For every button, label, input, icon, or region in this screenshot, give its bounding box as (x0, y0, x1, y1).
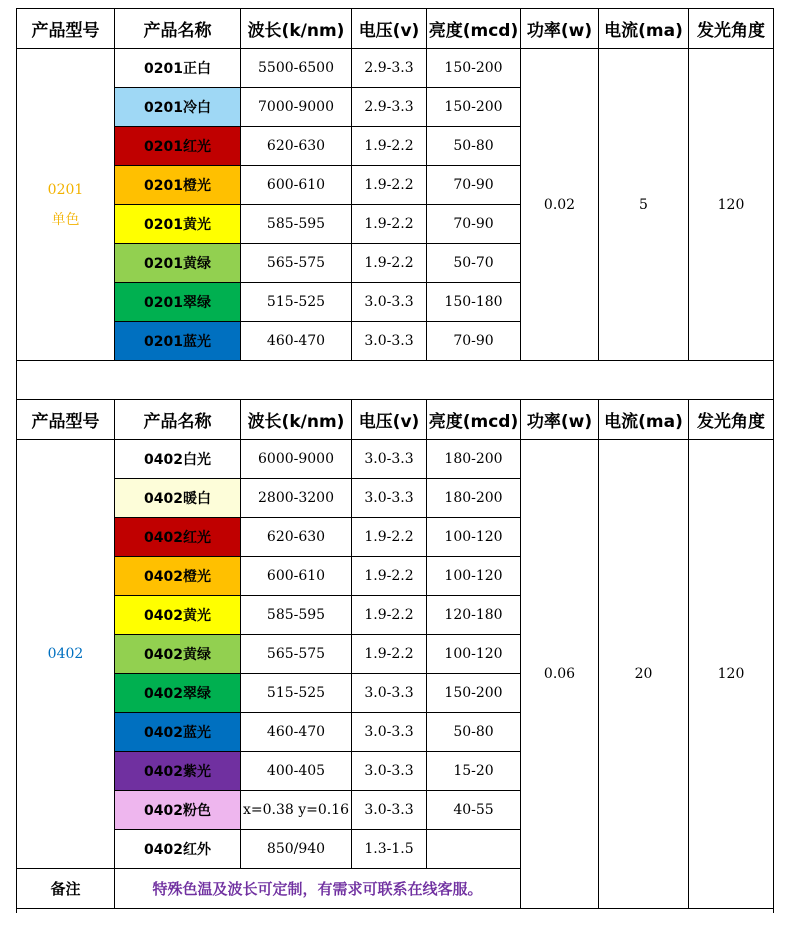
product-name: 0402白光 (115, 440, 241, 479)
voltage-cell: 1.9-2.2 (352, 635, 427, 674)
product-name: 0201橙光 (115, 166, 241, 205)
angle-cell: 120 (689, 440, 774, 909)
voltage-cell: 2.9-3.3 (352, 88, 427, 127)
wavelength-cell: 600-610 (241, 166, 352, 205)
brightness-cell: 15-20 (427, 752, 521, 791)
product-name: 0402黄绿 (115, 635, 241, 674)
voltage-cell: 2.9-3.3 (352, 49, 427, 88)
brightness-cell: 150-200 (427, 88, 521, 127)
wavelength-cell: 515-525 (241, 674, 352, 713)
angle-cell: 120 (689, 49, 774, 361)
led-spec-table (16, 8, 774, 913)
brightness-cell (427, 830, 521, 869)
brightness-cell: 100-120 (427, 557, 521, 596)
brightness-cell: 150-200 (427, 674, 521, 713)
product-name: 0402红外 (115, 830, 241, 869)
product-name: 0402暖白 (115, 479, 241, 518)
tail-cell (17, 909, 774, 914)
voltage-cell: 1.9-2.2 (352, 127, 427, 166)
product-name: 0201蓝光 (115, 322, 241, 361)
voltage-cell: 1.9-2.2 (352, 244, 427, 283)
header-row (17, 400, 774, 440)
voltage-cell: 3.0-3.3 (352, 322, 427, 361)
wavelength-cell: 460-470 (241, 322, 352, 361)
brightness-cell: 70-90 (427, 205, 521, 244)
product-name: 0402黄光 (115, 596, 241, 635)
gap-cell (17, 361, 774, 400)
wavelength-cell: 460-470 (241, 713, 352, 752)
table-body (17, 9, 774, 914)
brightness-cell: 70-90 (427, 166, 521, 205)
voltage-cell: 1.9-2.2 (352, 557, 427, 596)
product-name: 0402翠绿 (115, 674, 241, 713)
voltage-cell: 1.9-2.2 (352, 205, 427, 244)
power-cell: 0.06 (521, 440, 599, 909)
wavelength-cell: 620-630 (241, 518, 352, 557)
header-row (17, 9, 774, 49)
header-model: 产品型号 (17, 400, 115, 440)
brightness-cell: 180-200 (427, 479, 521, 518)
brightness-cell: 100-120 (427, 635, 521, 674)
voltage-cell: 3.0-3.3 (352, 479, 427, 518)
brightness-cell: 180-200 (427, 440, 521, 479)
brightness-cell: 50-80 (427, 127, 521, 166)
brightness-cell: 150-200 (427, 49, 521, 88)
current-cell: 5 (599, 49, 689, 361)
brightness-cell: 50-70 (427, 244, 521, 283)
product-name: 0201黄绿 (115, 244, 241, 283)
wavelength-cell: 620-630 (241, 127, 352, 166)
product-name: 0402蓝光 (115, 713, 241, 752)
header-angle: 发光角度 (689, 400, 774, 440)
voltage-cell: 3.0-3.3 (352, 791, 427, 830)
brightness-cell: 150-180 (427, 283, 521, 322)
wavelength-cell: 585-595 (241, 596, 352, 635)
voltage-cell: 3.0-3.3 (352, 440, 427, 479)
voltage-cell: 1.9-2.2 (352, 166, 427, 205)
wavelength-cell: 585-595 (241, 205, 352, 244)
current-cell: 20 (599, 440, 689, 909)
model-cell (17, 49, 115, 361)
model-type: 单色 (51, 211, 80, 228)
product-name: 0201红光 (115, 127, 241, 166)
header-name: 产品名称 (115, 9, 241, 49)
wavelength-cell: 565-575 (241, 244, 352, 283)
model-code: 0201 (47, 181, 84, 198)
brightness-cell: 120-180 (427, 596, 521, 635)
product-name: 0402粉色 (115, 791, 241, 830)
product-name: 0201黄光 (115, 205, 241, 244)
product-row (17, 49, 774, 88)
note-text: 特殊色温及波长可定制，有需求可联系在线客服。 (115, 869, 521, 909)
product-name: 0201翠绿 (115, 283, 241, 322)
wavelength-cell: 565-575 (241, 635, 352, 674)
header-brightness: 亮度(mcd) (427, 9, 521, 49)
voltage-cell: 3.0-3.3 (352, 713, 427, 752)
header-wavelength: 波长(k/nm) (241, 9, 352, 49)
header-wavelength: 波长(k/nm) (241, 400, 352, 440)
brightness-cell: 70-90 (427, 322, 521, 361)
header-brightness: 亮度(mcd) (427, 400, 521, 440)
brightness-cell: 40-55 (427, 791, 521, 830)
model-code: 0402 (47, 646, 84, 662)
header-name: 产品名称 (115, 400, 241, 440)
header-power: 功率(w) (521, 400, 599, 440)
spec-sheet (16, 8, 773, 913)
voltage-cell: 3.0-3.3 (352, 674, 427, 713)
table-tail (17, 909, 774, 914)
header-model: 产品型号 (17, 9, 115, 49)
wavelength-cell: 515-525 (241, 283, 352, 322)
voltage-cell: 3.0-3.3 (352, 283, 427, 322)
product-row (17, 440, 774, 479)
wavelength-cell: 5500-6500 (241, 49, 352, 88)
note-label: 备注 (17, 869, 115, 909)
product-name: 0402红光 (115, 518, 241, 557)
product-name: 0201正白 (115, 49, 241, 88)
brightness-cell: 50-80 (427, 713, 521, 752)
power-cell: 0.02 (521, 49, 599, 361)
header-voltage: 电压(v) (352, 9, 427, 49)
voltage-cell: 1.9-2.2 (352, 596, 427, 635)
wavelength-cell: 600-610 (241, 557, 352, 596)
header-current: 电流(ma) (599, 400, 689, 440)
wavelength-cell: x=0.38 y=0.16 (241, 791, 352, 830)
product-name: 0402紫光 (115, 752, 241, 791)
wavelength-cell: 400-405 (241, 752, 352, 791)
wavelength-cell: 6000-9000 (241, 440, 352, 479)
wavelength-cell: 2800-3200 (241, 479, 352, 518)
wavelength-cell: 850/940 (241, 830, 352, 869)
voltage-cell: 1.9-2.2 (352, 518, 427, 557)
header-current: 电流(ma) (599, 9, 689, 49)
header-angle: 发光角度 (689, 9, 774, 49)
wavelength-cell: 7000-9000 (241, 88, 352, 127)
voltage-cell: 1.3-1.5 (352, 830, 427, 869)
brightness-cell: 100-120 (427, 518, 521, 557)
header-power: 功率(w) (521, 9, 599, 49)
product-name: 0201冷白 (115, 88, 241, 127)
product-name: 0402橙光 (115, 557, 241, 596)
header-voltage: 电压(v) (352, 400, 427, 440)
section-gap (17, 361, 774, 400)
model-cell (17, 440, 115, 869)
voltage-cell: 3.0-3.3 (352, 752, 427, 791)
